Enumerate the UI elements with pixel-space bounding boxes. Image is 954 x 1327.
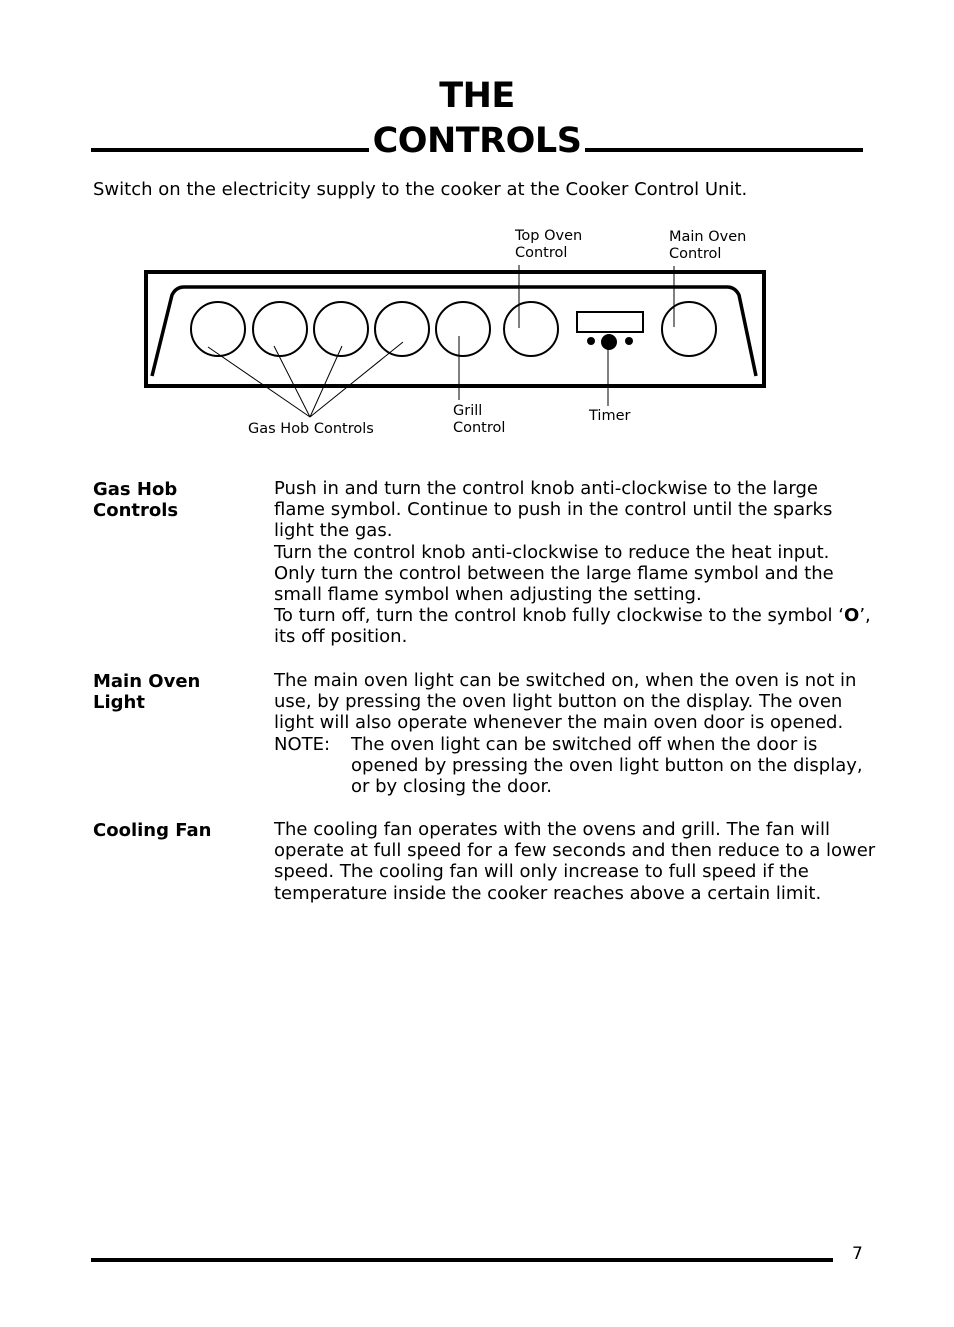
off-text-after: ’, — [859, 605, 871, 627]
leader-gas-hob-1 — [208, 347, 310, 417]
label-grill-control — [453, 403, 505, 437]
note-line: The oven light can be switched off when the door is — [351, 733, 818, 755]
intro-text: Switch on the electricity supply to the cooker at the Cooker Control Unit. — [93, 179, 748, 200]
leader-gas-hob-4 — [310, 342, 403, 417]
label-main-oven-control — [669, 229, 746, 263]
section-body-gas-hob — [274, 478, 874, 648]
paragraph-line: speed. The cooling fan will only increase to full speed if the — [274, 861, 809, 883]
section-title-main-oven-line1: Main Oven — [93, 671, 201, 692]
timer-button-right — [625, 337, 633, 345]
leader-gas-hob-2 — [274, 346, 310, 417]
label-top-oven-control — [515, 228, 582, 262]
note-label: NOTE: — [274, 733, 331, 755]
note-text — [351, 734, 863, 798]
paragraph-line: Only turn the control between the large flame symbol and the — [274, 562, 834, 584]
grill-knob — [436, 302, 490, 356]
paragraph-line: light will also operate whenever the main oven door is opened. — [274, 712, 844, 734]
label-top-oven-line2: Control — [515, 245, 568, 261]
page-number: 7 — [852, 1244, 863, 1264]
timer-button-left — [587, 337, 595, 345]
section-title-gas-hob-line1: Gas Hob — [93, 479, 178, 500]
gas-hob-knob-1 — [191, 302, 245, 356]
label-gas-hob-controls: Gas Hob Controls — [248, 421, 374, 437]
note-line: or by closing the door. — [351, 776, 552, 798]
page-title-line-1: THE — [439, 76, 515, 116]
top-oven-knob — [504, 302, 558, 356]
off-text-before: To turn off, turn the control knob fully clockwise to the symbol ‘ — [274, 605, 845, 627]
paragraph-line: The main oven light can be switched on, when the oven is not in — [274, 670, 857, 691]
paragraph-line: use, by pressing the oven light button on the display. The oven — [274, 691, 843, 713]
label-timer: Timer — [589, 408, 631, 424]
paragraph-line: flame symbol. Continue to push in the control until the sparks — [274, 499, 833, 521]
paragraph-line: Push in and turn the control knob anti-clockwise to the large — [274, 478, 819, 499]
paragraph-line: light the gas. — [274, 520, 393, 542]
label-grill-line2: Control — [453, 420, 506, 436]
main-oven-knob — [662, 302, 716, 356]
section-title-main-oven-light — [93, 671, 200, 713]
section-title-gas-hob — [93, 479, 178, 521]
timer-display — [577, 312, 643, 332]
page-title-line-2: CONTROLS — [372, 121, 582, 161]
timer-button-centre — [601, 334, 617, 350]
paragraph-line: Turn the control knob anti-clockwise to reduce the heat input. — [274, 541, 830, 563]
gas-hob-knob-2 — [253, 302, 307, 356]
paragraph-line: small flame symbol when adjusting the setting. — [274, 584, 702, 606]
paragraph-line: its off position. — [274, 626, 408, 648]
paragraph-line: temperature inside the cooker reaches above a certain limit. — [274, 882, 822, 904]
label-top-oven-line1: Top Oven — [515, 228, 583, 244]
label-main-oven-line1: Main Oven — [669, 229, 747, 245]
leader-gas-hob-3 — [310, 346, 342, 417]
section-title-cooling-fan: Cooling Fan — [93, 820, 212, 841]
note-line: opened by pressing the oven light button on the display, — [351, 754, 863, 776]
panel-fascia — [152, 287, 756, 376]
paragraph-line: operate at full speed for a few seconds and then reduce to a lower — [274, 840, 876, 862]
control-panel-diagram — [0, 0, 954, 460]
section-body-cooling-fan — [274, 819, 874, 904]
section-body-main-oven-light — [274, 670, 874, 797]
section-title-main-oven-line2: Light — [93, 692, 145, 713]
off-symbol: O — [844, 605, 860, 627]
label-main-oven-line2: Control — [669, 246, 722, 262]
paragraph-line: The cooling fan operates with the ovens and grill. The fan will — [274, 819, 831, 840]
label-grill-line1: Grill — [453, 403, 483, 419]
section-title-gas-hob-line2: Controls — [93, 500, 179, 521]
panel-outer-frame — [146, 272, 764, 386]
gas-hob-knob-4 — [375, 302, 429, 356]
footer-rule — [91, 1258, 833, 1262]
note-block — [274, 734, 874, 798]
paragraph-line-off-symbol — [274, 605, 874, 626]
